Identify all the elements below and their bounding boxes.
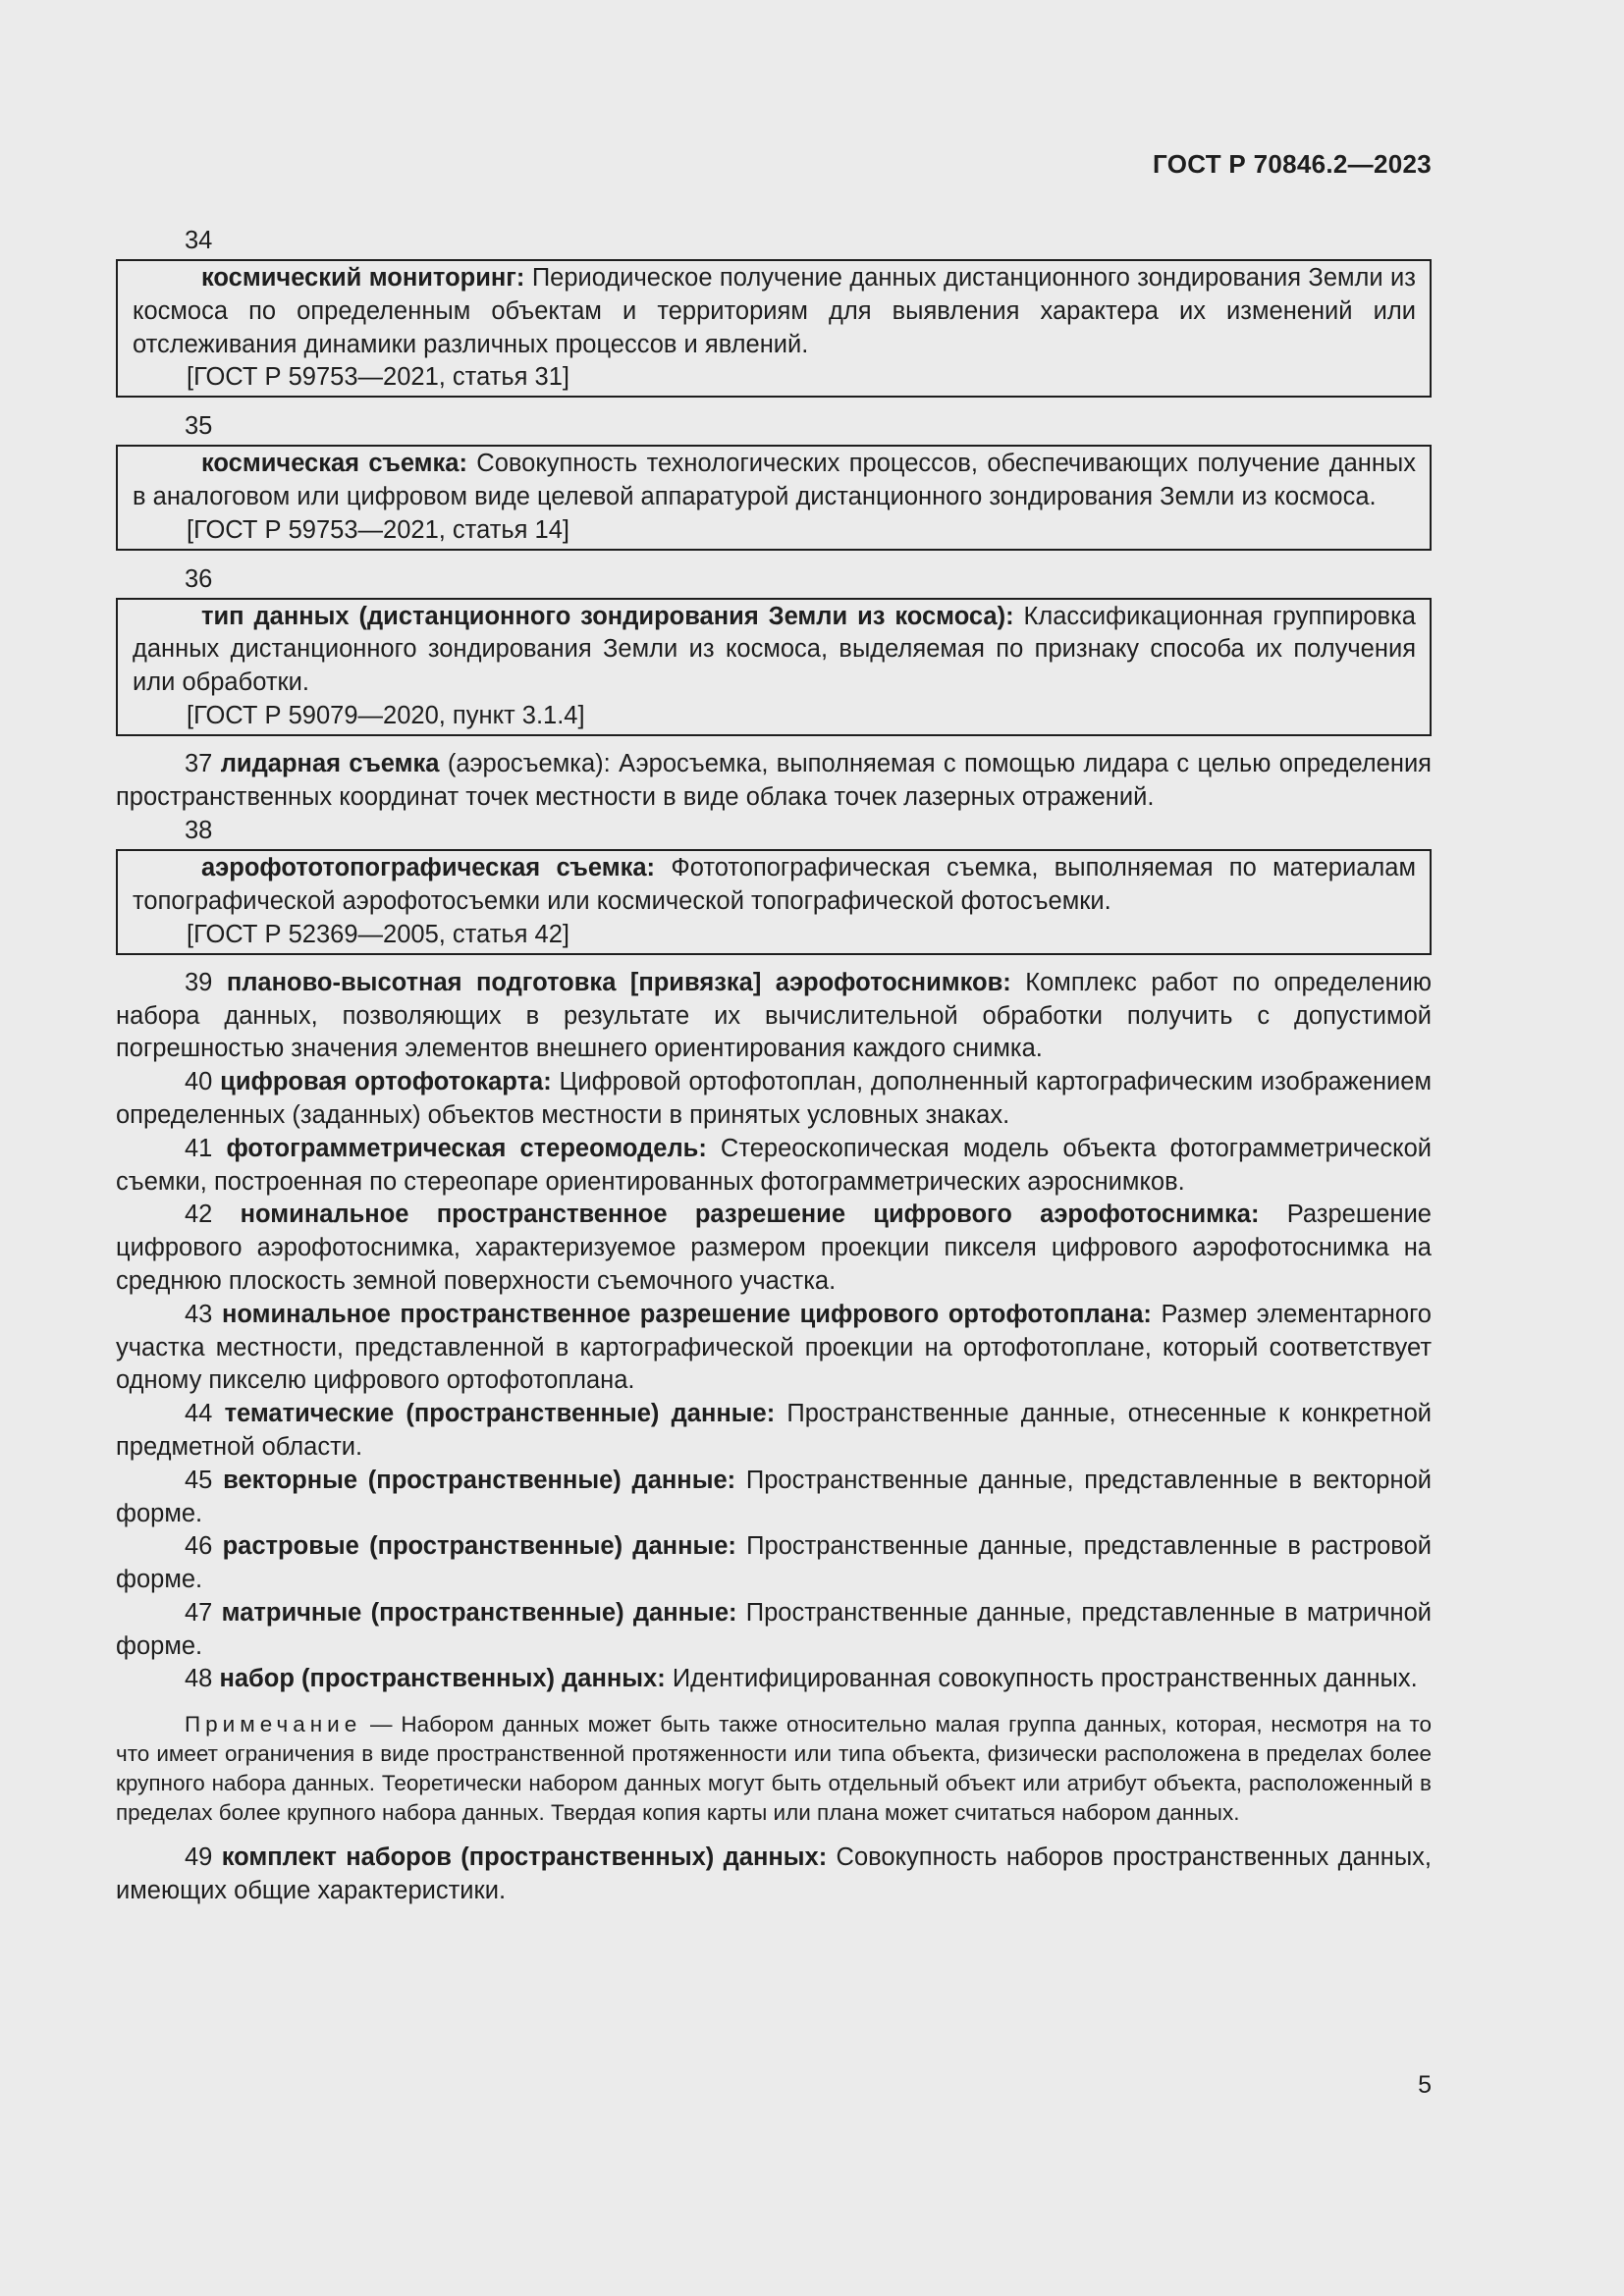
term-42: номинальное пространственное разрешение цифрового аэрофотоснимка:: [240, 1201, 1260, 1229]
term-entry-41: [116, 1133, 1432, 1200]
term-definition-34: [133, 262, 1416, 361]
term-entry-37: [116, 748, 1432, 815]
definition-41: Стереоскопическая модель объекта фотограмметрической съемки, построенная по стереопаре ориентированных фотограмметрических аэроснимков.: [116, 1134, 1433, 1196]
term-40: цифровая ортофотокарта:: [220, 1068, 552, 1096]
term-48: набор (пространственных) данных:: [219, 1665, 666, 1693]
reference-35: [ГОСТ Р 59753—2021, статья 14]: [187, 515, 569, 544]
term-38: аэрофототопографическая съемка:: [201, 854, 656, 882]
definition-47: Пространственные данные, представленные в матричной форме.: [116, 1598, 1433, 1660]
document-page: [116, 0, 1432, 2296]
entry-number-46: 46: [185, 1532, 223, 1561]
definition-34: Периодическое получение данных дистанционного зондирования Земли из космоса по определенным объектам и территориям для выявления характера их изменений или отслеживания динамики различных процессов и явлений.: [133, 264, 1416, 358]
definition-44: Пространственные данные, отнесенные к конкретной предметной области.: [116, 1400, 1432, 1461]
term-44: тематические (пространственные) данные:: [224, 1400, 776, 1428]
definition-45: Пространственные данные, представленные в векторной форме.: [116, 1466, 1432, 1527]
entry-number-39: 39: [185, 968, 227, 996]
term-47: матричные (пространственные) данные:: [221, 1598, 737, 1627]
entry-number-41: 41: [185, 1134, 227, 1162]
definition-39: Комплекс работ по определению набора данных, позволяющих в результате их вычислительной обработки получить с допустимой погрешностью значения элементов внешнего ориентирования каждого снимка.: [116, 968, 1433, 1063]
term-entry-48: [116, 1663, 1432, 1696]
term-43: номинальное пространственное разрешение цифрового ортофотоплана:: [221, 1300, 1152, 1328]
entry-number-35: 35: [185, 412, 213, 441]
term-definition-38: [133, 852, 1416, 919]
entry-number-48: 48: [185, 1665, 220, 1693]
term-37: лидарная съемка: [220, 749, 440, 777]
reference-36: [ГОСТ Р 59079—2020, пункт 3.1.4]: [187, 701, 585, 729]
term-entry-49: [116, 1842, 1432, 1908]
entry-number-43: 43: [185, 1300, 222, 1328]
entry-number-45: 45: [185, 1466, 224, 1494]
definition-37: (аэросъемка): Аэросъемка, выполняемая с помощью лидара с целью определения пространственных координат точек местности в виде облака точек лазерных отражений.: [116, 749, 1432, 811]
term-entry-44: [116, 1398, 1432, 1465]
term-35: космическая съемка:: [201, 450, 467, 478]
entry-number-38: 38: [185, 817, 213, 845]
note-dash: —: [361, 1712, 402, 1737]
definition-40: Цифровой ортофотоплан, дополненный картографическим изображением определенных (заданных) объектов местности в принятых условных знаках.: [116, 1068, 1432, 1129]
term-entry-43: [116, 1299, 1432, 1398]
term-box-38: [116, 849, 1432, 954]
entry-number-44: 44: [185, 1400, 225, 1428]
definition-42: Разрешение цифрового аэрофотоснимка, характеризуемое размером проекции пикселя цифрового аэрофотоснимка на среднюю плоскость земной поверхности съемочного участка.: [116, 1201, 1432, 1295]
entry-number-42: 42: [185, 1201, 241, 1229]
entry-number-47: 47: [185, 1598, 222, 1627]
reference-34: [ГОСТ Р 59753—2021, статья 31]: [187, 363, 569, 392]
term-entry-39: [116, 967, 1432, 1066]
term-49: комплект наборов (пространственных) данных:: [221, 1843, 828, 1872]
term-box-36: [116, 598, 1432, 736]
note-text: Набором данных может быть также относительно малая группа данных, которая, несмотря на то что имеет ограничения в виде пространственной протяженности или типа объекта, физически расположена в пределах более крупного набора данных. Теоретически набором данных могут быть отдельный объект или атрибут объекта, расположенный в пределах более крупного набора данных. Твердая копия карты или плана может считаться набором данных.: [116, 1712, 1432, 1826]
definition-38: Фототопографическая съемка, выполняемая по материалам топографической аэрофотосъемки или космической топографической фотосъемки.: [133, 854, 1417, 916]
term-41: фотограмметрическая стереомодель:: [226, 1134, 707, 1162]
definition-49: Совокупность наборов пространственных данных, имеющих общие характеристики.: [116, 1843, 1433, 1905]
definition-43: Размер элементарного участка местности, представленной в картографической проекции на ортофотоплане, который соответствует одному пикселю цифрового ортофотоплана.: [116, 1300, 1432, 1395]
reference-38: [ГОСТ Р 52369—2005, статья 42]: [187, 920, 569, 948]
term-entry-46: [116, 1530, 1432, 1597]
definition-36: Классификационная группировка данных дистанционного зондирования Земли из космоса, выделяемая по признаку способа их получения или обработки.: [133, 602, 1416, 697]
term-36: тип данных (дистанционного зондирования Земли из космоса):: [201, 602, 1014, 630]
term-entry-42: [116, 1199, 1432, 1298]
term-entry-40: [116, 1066, 1432, 1133]
term-definition-35: [133, 448, 1416, 514]
note-paragraph: [116, 1710, 1432, 1828]
term-34: космический мониторинг:: [201, 264, 525, 292]
entry-number-36: 36: [185, 564, 213, 593]
term-box-35: [116, 445, 1432, 550]
definition-48: Идентифицированная совокупность пространственных данных.: [665, 1665, 1418, 1693]
entry-number-40: 40: [185, 1068, 221, 1096]
entry-number-34: 34: [185, 227, 213, 254]
term-box-34: [116, 259, 1432, 398]
term-entry-45: [116, 1465, 1432, 1531]
note-label: Примечание: [185, 1712, 362, 1737]
definition-46: Пространственные данные, представленные в растровой форме.: [116, 1532, 1432, 1594]
term-definition-36: [133, 601, 1416, 700]
term-entry-47: [116, 1597, 1432, 1664]
term-45: векторные (пространственные) данные:: [223, 1466, 736, 1494]
document-body: [116, 224, 1432, 1908]
definition-35: Совокупность технологических процессов, обеспечивающих получение данных в аналоговом или цифровом виде целевой аппаратурой дистанционного зондирования Земли из космоса.: [133, 450, 1416, 510]
term-46: растровые (пространственные) данные:: [222, 1532, 736, 1561]
term-39: планово-высотная подготовка [привязка] аэрофотоснимков:: [226, 968, 1011, 996]
page-number: 5: [1418, 2071, 1432, 2099]
document-header: ГОСТ Р 70846.2—2023: [1153, 149, 1432, 179]
entry-number-37: 37: [185, 749, 221, 777]
entry-number-49: 49: [185, 1843, 222, 1872]
